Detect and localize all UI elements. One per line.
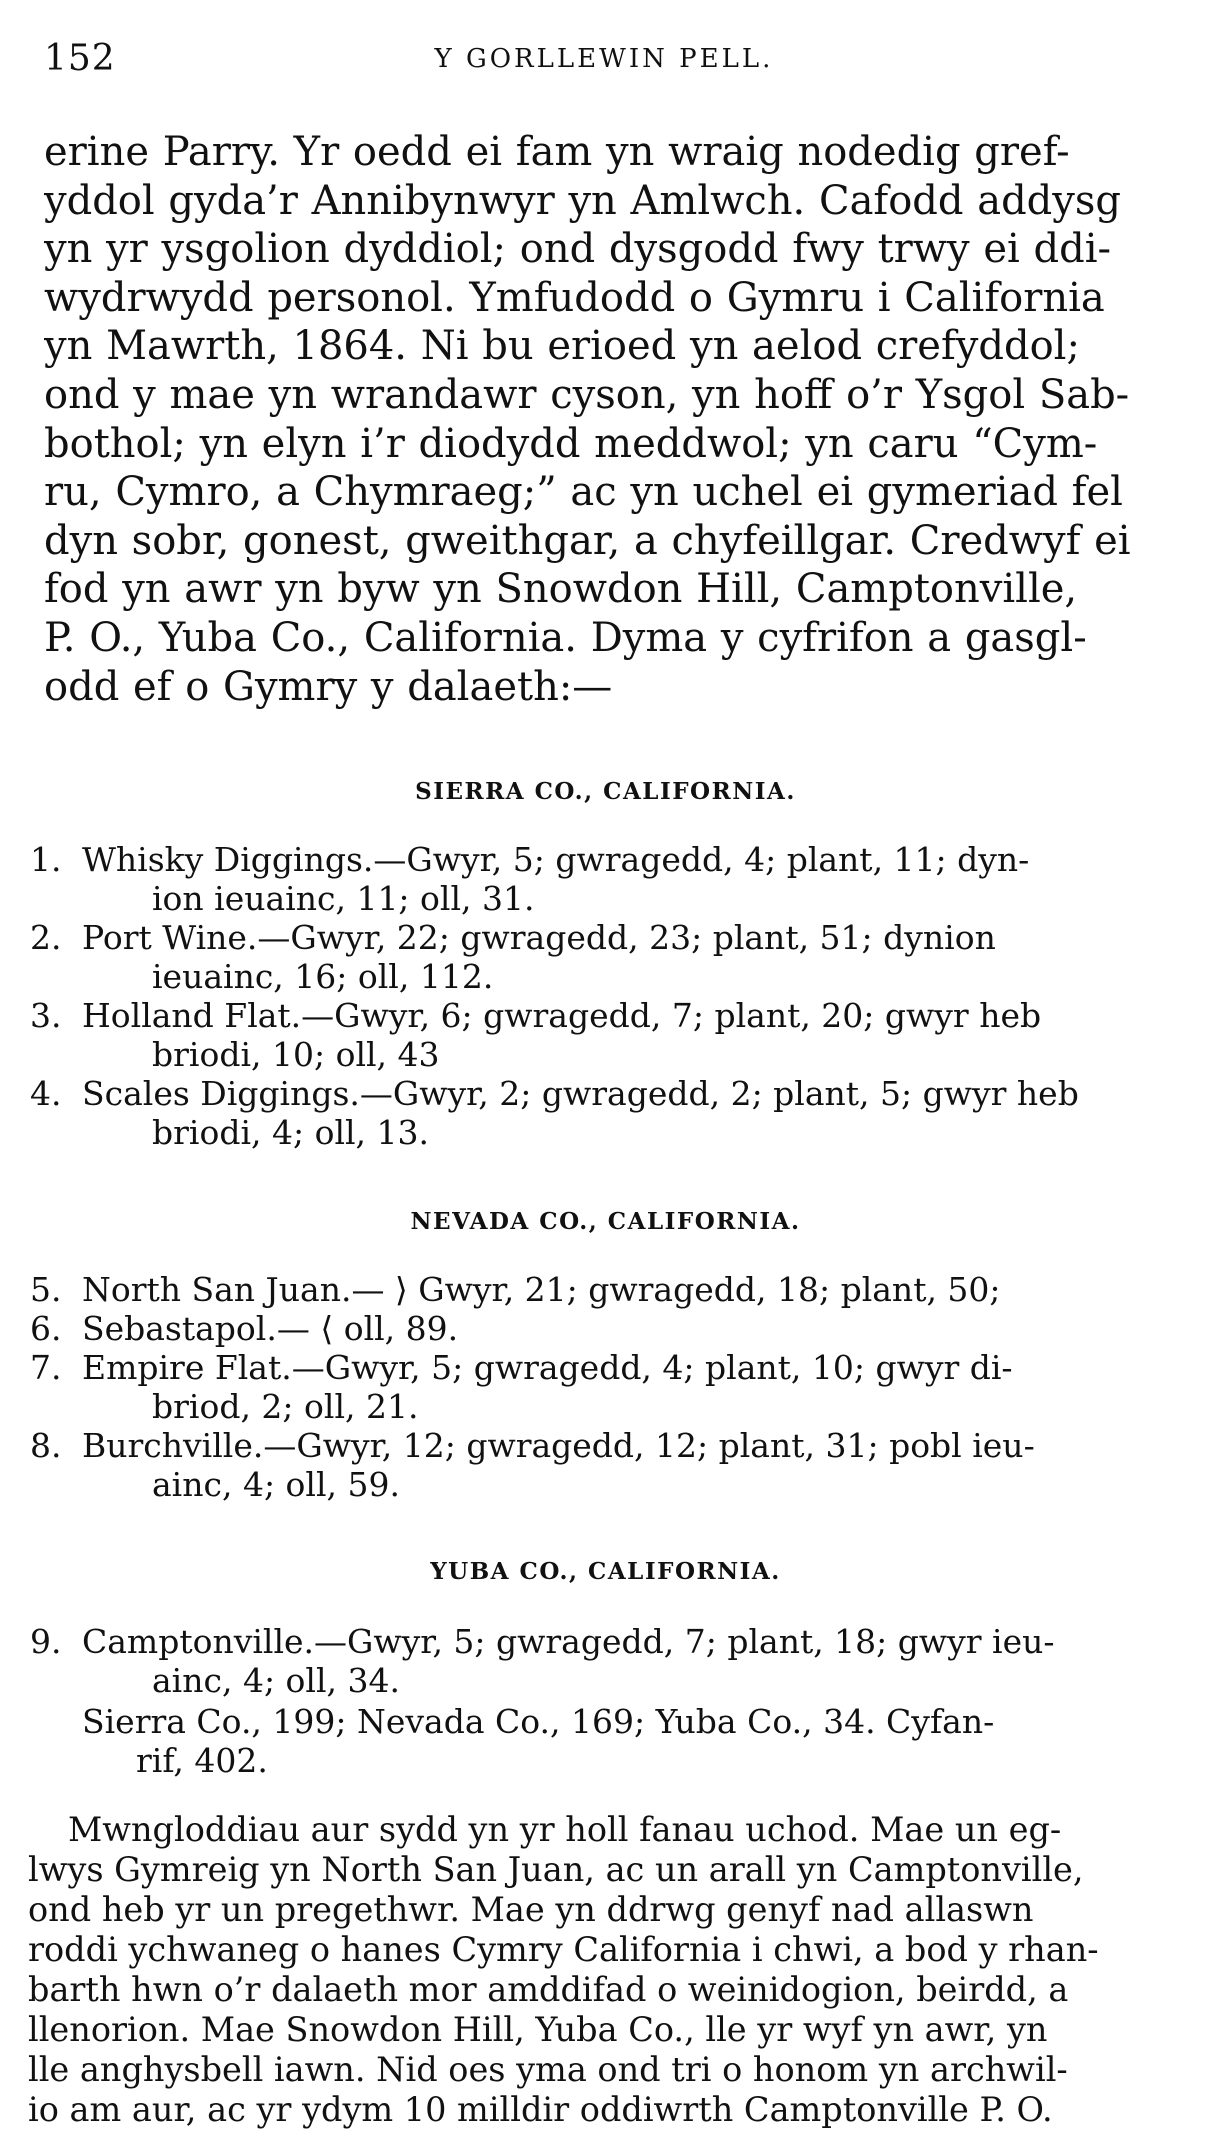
intro-paragraph: [44, 128, 1192, 711]
entry-number: 3.: [30, 996, 62, 1035]
list-item: [30, 918, 1190, 996]
text-line: roddi ychwaneg o hanes Cymry California i chwi, a bod y rhan-: [28, 1930, 1099, 1969]
entry-number: 7.: [30, 1348, 62, 1387]
text-line: odd ef o Gymry y dalaeth:—: [44, 663, 613, 710]
entry-continuation: ainc, 4; oll, 59.: [152, 1465, 400, 1504]
entry-text: Port Wine.—Gwyr, 22; gwragedd, 23; plant, 51; dynion: [82, 918, 996, 957]
closing-paragraph: [28, 1810, 1188, 2130]
entry-text: Camptonville.—Gwyr, 5; gwragedd, 7; plant, 18; gwyr ieu-: [82, 1622, 1055, 1661]
text-line: dyn sobr, gonest, gweithgar, a chyfeillgar. Credwyf ei: [44, 517, 1131, 564]
list-item: [30, 840, 1190, 918]
text-line: io am aur, ac yr ydym 10 milldir oddiwrth Camptonville P. O.: [28, 2090, 1053, 2129]
list-item: [30, 1348, 1190, 1426]
entry-number: 8.: [30, 1426, 62, 1465]
entry-number: 2.: [30, 918, 62, 957]
list-item: [30, 1426, 1190, 1504]
text-line: lle anghysbell iawn. Nid oes yma ond tri o honom yn archwil-: [28, 2050, 1068, 2089]
entry-continuation: ion ieuainc, 11; oll, 31.: [152, 879, 535, 918]
entry-text: Holland Flat.—Gwyr, 6; gwragedd, 7; plant, 20; gwyr heb: [82, 996, 1042, 1035]
section-heading-yuba: YUBA CO., CALIFORNIA.: [430, 1558, 781, 1585]
totals-text: Sierra Co., 199; Nevada Co., 169; Yuba Co., 34. Cyfan-: [82, 1702, 995, 1741]
text-line: ru, Cymro, a Chymraeg;” ac yn uchel ei gymeriad fel: [44, 469, 1123, 516]
text-line: ond heb yr un pregethwr. Mae yn ddrwg genyf nad allaswn: [28, 1890, 1034, 1929]
entry-number: 1.: [30, 840, 62, 879]
running-title: Y GORLLEWIN PELL.: [434, 44, 774, 74]
entry-continuation: ieuainc, 16; oll, 112.: [152, 957, 494, 996]
page-number: 152: [44, 38, 116, 79]
entry-continuation: ainc, 4; oll, 34.: [152, 1661, 400, 1700]
entry-continuation: briodi, 4; oll, 13.: [152, 1113, 430, 1152]
entry-text: Empire Flat.—Gwyr, 5; gwragedd, 4; plant, 10; gwyr di-: [82, 1348, 1013, 1387]
list-item: [30, 1309, 1190, 1348]
section-heading-sierra: SIERRA CO., CALIFORNIA.: [415, 778, 796, 805]
text-line: Mwngloddiau aur sydd yn yr holl fanau uchod. Mae un eg-: [68, 1810, 1062, 1849]
text-line: erine Parry. Yr oedd ei fam yn wraig nodedig gref-: [44, 129, 1070, 175]
entry-text: North San Juan.— ⟩ Gwyr, 21; gwragedd, 18; plant, 50;: [82, 1270, 1001, 1309]
list-item: [30, 1622, 1190, 1700]
entry-text: Sebastapol.— ⟨ oll, 89.: [82, 1309, 459, 1348]
entry-continuation: briod, 2; oll, 21.: [152, 1387, 419, 1426]
census-list-nevada: [30, 1270, 1190, 1504]
text-line: bothol; yn elyn i’r diodydd meddwol; yn caru “Cym-: [44, 420, 1098, 467]
text-line: fod yn awr yn byw yn Snowdon Hill, Camptonville,: [44, 566, 1078, 613]
text-line: ond y mae yn wrandawr cyson, yn hoff o’r Ysgol Sab-: [44, 371, 1130, 418]
entry-number: 6.: [30, 1309, 62, 1348]
entry-number: 5.: [30, 1270, 62, 1309]
list-item: [30, 996, 1190, 1074]
totals-continuation: rif, 402.: [136, 1741, 268, 1780]
entry-number: 9.: [30, 1622, 62, 1661]
entry-number: 4.: [30, 1074, 62, 1113]
list-item: [30, 1074, 1190, 1152]
entry-text: Scales Diggings.—Gwyr, 2; gwragedd, 2; plant, 5; gwyr heb: [82, 1074, 1079, 1113]
text-line: P. O., Yuba Co., California. Dyma y cyfrifon a gasgl-: [44, 614, 1087, 661]
text-line: llenorion. Mae Snowdon Hill, Yuba Co., lle yr wyf yn awr, yn: [28, 2010, 1048, 2049]
text-line: wydrwydd personol. Ymfudodd o Gymru i California: [44, 274, 1105, 321]
census-list-yuba: [30, 1622, 1190, 1700]
text-line: yddol gyda’r Annibynwyr yn Amlwch. Cafodd addysg: [44, 177, 1122, 224]
text-line: barth hwn o’r dalaeth mor amddifad o weinidogion, beirdd, a: [28, 1970, 1069, 2009]
census-list-sierra: [30, 840, 1190, 1152]
entry-continuation: briodi, 10; oll, 43: [152, 1035, 440, 1074]
county-totals: [82, 1702, 994, 1780]
section-heading-nevada: NEVADA CO., CALIFORNIA.: [410, 1208, 801, 1235]
running-head: [44, 38, 1164, 88]
entry-text: Burchville.—Gwyr, 12; gwragedd, 12; plant, 31; pobl ieu-: [82, 1426, 1035, 1465]
text-line: yn yr ysgolion dyddiol; ond dysgodd fwy trwy ei ddi-: [44, 226, 1112, 273]
text-line: yn Mawrth, 1864. Ni bu erioed yn aelod crefyddol;: [44, 323, 1080, 370]
list-item: [30, 1270, 1190, 1309]
entry-text: Whisky Diggings.—Gwyr, 5; gwragedd, 4; plant, 11; dyn-: [82, 840, 1030, 879]
text-line: lwys Gymreig yn North San Juan, ac un arall yn Camptonville,: [28, 1850, 1084, 1889]
